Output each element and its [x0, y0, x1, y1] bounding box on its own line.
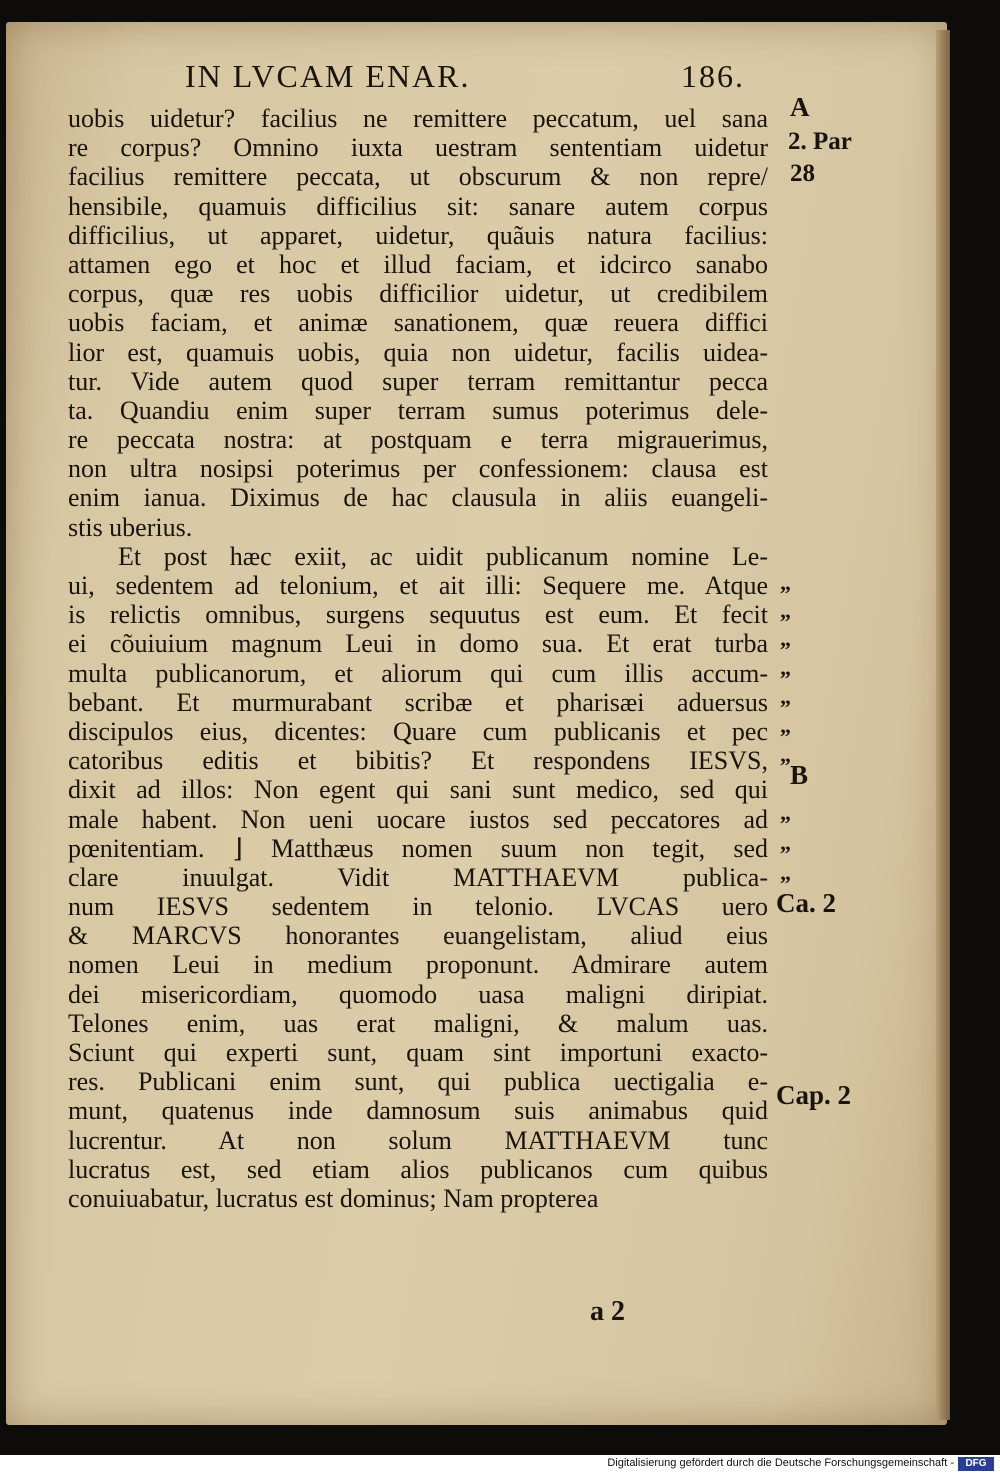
quote-mark: „ [780, 598, 791, 623]
text-line: & MARCVS honorantes euangelistam, aliud eius [68, 921, 768, 951]
text-line: tur. Vide autem quod super terram remittantur pecca [68, 366, 768, 396]
body-text [68, 104, 768, 1213]
text-line: dei misericordiam, quomodo uasa maligni diripiat. [68, 979, 768, 1009]
running-header [185, 58, 745, 98]
text-line: dixit ad illos: Non egent qui sani sunt medico, sed qui [68, 775, 768, 805]
margin-note-a: A [790, 92, 810, 122]
text-line: lucratus est, sed etiam alios publicanos cum quibus [68, 1154, 768, 1184]
text-line: res. Publicani enim sunt, qui publica uectigalia e- [68, 1067, 768, 1097]
text-line: male habent. Non ueni uocare iustos sed peccatores ad [68, 804, 768, 834]
text-line: munt, quatenus inde damnosum suis animabus quid [68, 1096, 768, 1126]
text-line: multa publicanorum, et aliorum qui cum illis accum- [68, 658, 768, 688]
text-line: facilius remittere peccata, ut obscurum & non repre/ [68, 162, 768, 192]
text-line: num IESVS sedentem in telonio. LVCAS uero [68, 892, 768, 922]
text-line: Telones enim, uas erat maligni, & malum uas. [68, 1008, 768, 1038]
text-line: Sciunt qui experti sunt, quam sint importuni exacto- [68, 1038, 768, 1067]
funding-credit: Digitalisierung gefördert durch die Deutsche Forschungsgemeinschaft - [607, 1457, 954, 1469]
text-line: clare inuulgat. Vidit MATTHAEVM publica- [68, 862, 768, 892]
footer-bar [0, 1455, 1000, 1474]
text-line: corpus, quæ res uobis difficilior uidetur, ut credibilem [68, 279, 768, 309]
text-line: ei cõuiuium magnum Leui in domo sua. Et erat turba [68, 629, 768, 659]
quote-mark: „ [780, 655, 791, 680]
text-line: re peccata nostra: at postquam e terra migrauerimus, [68, 425, 768, 455]
text-line: pœnitentiam. ⌋ Matthæus nomen suum non tegit, sed [68, 833, 768, 863]
text-line: difficilius, ut apparet, uidetur, quãuis natura facilius: [68, 220, 768, 250]
quote-mark: „ [780, 713, 791, 738]
text-line: bebant. Et murmurabant scribæ et pharisæi aduersus [68, 687, 768, 717]
text-line: re corpus? Omnino iuxta uestram sententiam uidetur [68, 133, 768, 163]
quote-mark: „ [780, 860, 791, 885]
margin-note-ca: Ca. 2 [776, 888, 836, 918]
text-line: ta. Quandiu enim super terram sumus poterimus dele- [68, 395, 768, 425]
text-line: is relictis omnibus, surgens sequutus est eum. Et fecit [68, 600, 768, 630]
text-line: catoribus editis et bibitis? Et respondens IESVS, [68, 746, 768, 776]
text-line: discipulos eius, dicentes: Quare cum publicanis et pec [68, 716, 768, 746]
running-title: IN LVCAM ENAR. [185, 58, 471, 94]
text-line: enim ianua. Diximus de hac clausula in aliis euangeli- [68, 483, 768, 513]
text-line: uobis faciam, et animæ sanationem, quæ reuera diffici [68, 308, 768, 338]
quote-mark: „ [780, 830, 791, 855]
text-line: attamen ego et hoc et illud faciam, et idcirco sanabo [68, 249, 768, 279]
text-line: Et post hæc exiit, ac uidit publicanum nomine Le- [118, 541, 768, 571]
text-line: ui, sedentem ad telonium, et ait illi: Sequere me. Atque [68, 571, 768, 600]
signature-mark: a 2 [590, 1296, 625, 1327]
text-line: lucrentur. At non solum MATTHAEVM tunc [68, 1125, 768, 1155]
margin-note-b: B [790, 760, 809, 790]
margin-note-cap: Cap. 2 [776, 1080, 852, 1110]
margin-note-par: 2. Par [788, 128, 852, 155]
folio-number: 186. [681, 58, 745, 94]
text-line: uobis uidetur? facilius ne remittere peccatum, uel sana [68, 104, 768, 133]
quote-mark: „ [780, 626, 791, 651]
text-line: conuiuabatur, lucratus est dominus; Nam propterea [68, 1183, 599, 1213]
quote-mark: „ [780, 570, 791, 595]
quote-mark: „ [780, 684, 791, 709]
margin-note-28: 28 [790, 160, 815, 187]
text-line: lior est, quamuis uobis, quia non uidetur, facilis uidea- [68, 337, 768, 367]
text-line: stis uberius. [68, 512, 193, 542]
text-line: non ultra nosipsi poterimus per confessionem: clausa est [68, 454, 768, 484]
page-edge [936, 30, 950, 1420]
dfg-logo: DFG [958, 1457, 994, 1471]
text-line: nomen Leui in medium proponunt. Admirare autem [68, 950, 768, 980]
quote-mark: „ [780, 800, 791, 825]
text-line: hensibile, quamuis difficilius sit: sanare autem corpus [68, 191, 768, 221]
quote-mark: „ [780, 742, 791, 767]
